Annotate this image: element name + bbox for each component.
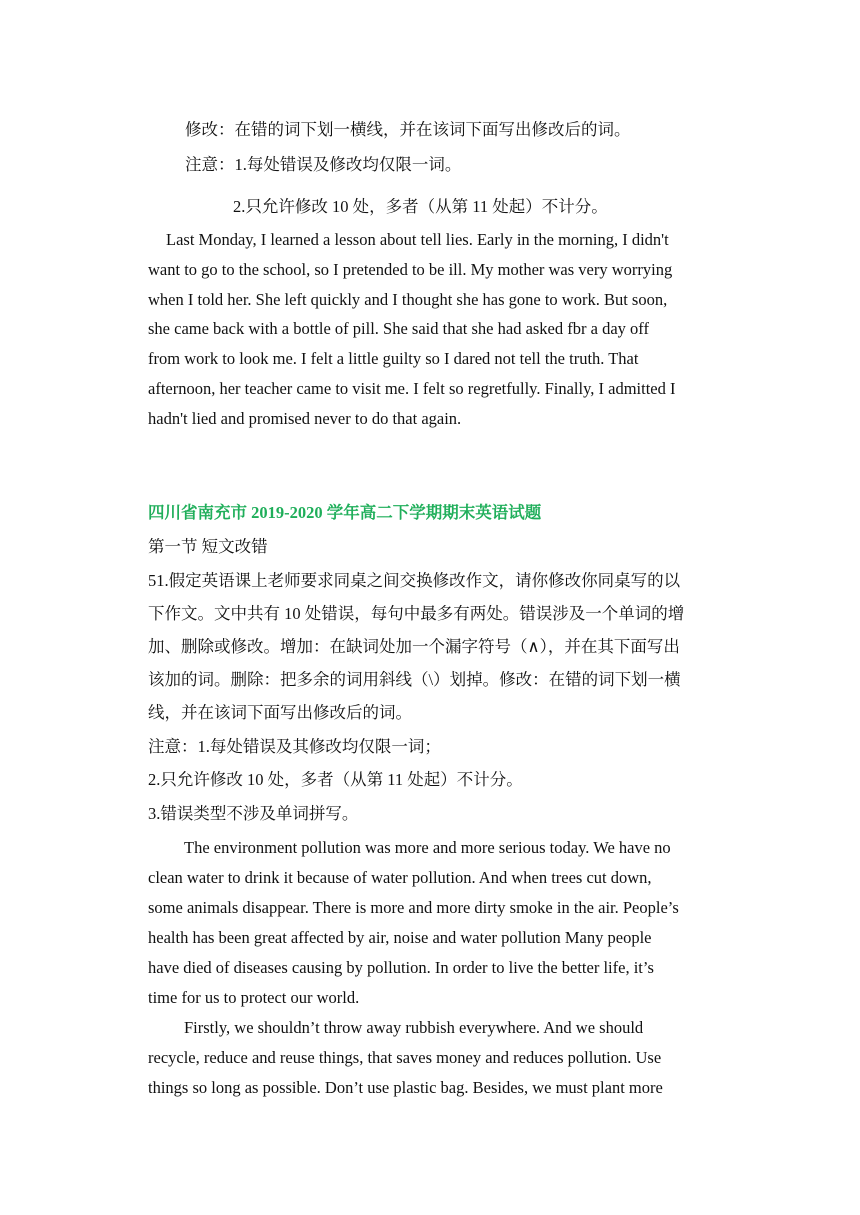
passage-line: want to go to the school, so I pretended to be ill. My mother was very worrying xyxy=(148,260,673,279)
note-line: 注意：1.每处错误及其修改均仅限一词； xyxy=(148,737,441,756)
passage-line: recycle, reduce and reuse things, that saves money and reduces pollution. Use xyxy=(148,1048,662,1067)
section-subtitle: 第一节 短文改错 xyxy=(148,537,268,556)
passage-line: health has been great affected by air, noise and water pollution Many people xyxy=(148,928,652,947)
note-line: 2.只允许修改 10 处，多者（从第 11 处起）不计分。 xyxy=(148,770,523,789)
instruction-line: 加、删除或修改。增加：在缺词处加一个漏字符号（∧），并在其下面写出 xyxy=(148,637,680,656)
passage-line: Last Monday, I learned a lesson about tell lies. Early in the morning, I didn't xyxy=(166,230,669,249)
passage-line: hadn't lied and promised never to do that again. xyxy=(148,409,462,428)
passage-line: things so long as possible. Don’t use plastic bag. Besides, we must plant more xyxy=(148,1078,663,1097)
instruction-line: 修改：在错的词下划一横线，并在该词下面写出修改后的词。 xyxy=(185,120,631,139)
passage-line: have died of diseases causing by pollution. In order to live the better life, it’s xyxy=(148,958,654,977)
passage-line: The environment pollution was more and more serious today. We have no xyxy=(184,838,671,857)
passage-line: when I told her. She left quickly and I thought she has gone to work. But soon, xyxy=(148,290,668,309)
section-title: 四川省南充市 2019-2020 学年高二下学期期末英语试题 xyxy=(148,503,542,522)
note-line: 3.错误类型不涉及单词拼写。 xyxy=(148,804,359,823)
passage-line: she came back with a bottle of pill. She said that she had asked fbr a day off xyxy=(148,319,649,338)
note-line: 2.只允许修改 10 处，多者（从第 11 处起）不计分。 xyxy=(233,197,608,216)
passage-line: from work to look me. I felt a little guilty so I dared not tell the truth. That xyxy=(148,349,639,368)
instruction-line: 下作文。文中共有 10 处错误，每句中最多有两处。错误涉及一个单词的增 xyxy=(148,604,685,623)
instruction-line: 该加的词。删除：把多余的词用斜线（\）划掉。修改：在错的词下划一横 xyxy=(148,670,681,689)
instruction-line: 51.假定英语课上老师要求同桌之间交换修改作文，请你修改你同桌写的以 xyxy=(148,571,681,590)
passage-line: clean water to drink it because of water pollution. And when trees cut down, xyxy=(148,868,652,887)
instruction-line: 线，并在该词下面写出修改后的词。 xyxy=(148,703,412,722)
passage-line: Firstly, we shouldn’t throw away rubbish everywhere. And we should xyxy=(184,1018,644,1037)
passage-line: some animals disappear. There is more and more dirty smoke in the air. People’s xyxy=(148,898,679,917)
note-line: 注意：1.每处错误及修改均仅限一词。 xyxy=(185,155,462,174)
passage-line: afternoon, her teacher came to visit me. I felt so regretfully. Finally, I admitted I xyxy=(148,379,676,398)
passage-line: time for us to protect our world. xyxy=(148,988,360,1007)
